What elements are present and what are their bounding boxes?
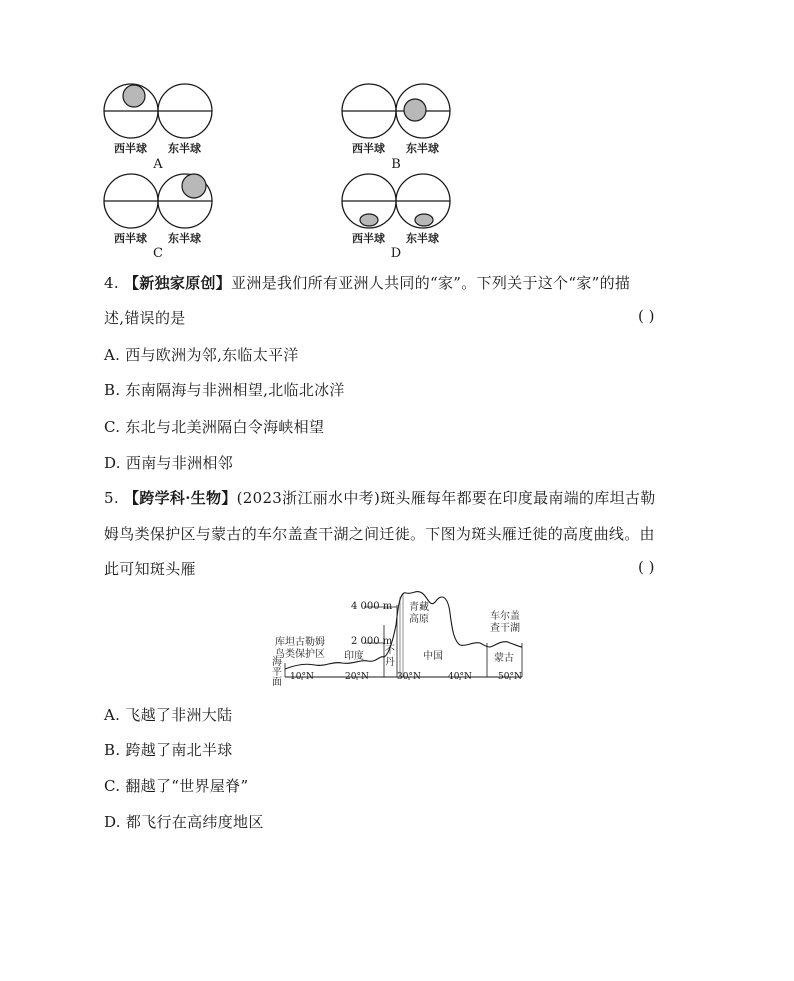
lat-label-10n: 10°N bbox=[290, 672, 314, 682]
question-4-option-a[interactable]: A. 西与欧洲为邻,东临太平洋 bbox=[104, 346, 299, 364]
question-5-option-c[interactable]: C. 翻越了“世界屋脊” bbox=[104, 777, 249, 795]
option-b-west-label: 西半球 bbox=[352, 142, 385, 155]
region-plateau-line1: 青藏 bbox=[409, 602, 429, 613]
region-start-line2: 鸟类保护区 bbox=[275, 649, 325, 660]
region-bhutan-line2: 丹 bbox=[385, 657, 395, 668]
option-b-shaded-area bbox=[404, 99, 426, 121]
question-5-option-b[interactable]: B. 跨越了南北半球 bbox=[104, 741, 233, 759]
question-4-tag: 【新独家原创】 bbox=[124, 274, 232, 292]
question-5-stem-text: (2023浙江丽水中考)斑头雁每年都要在印度最南端的库坦古勒 bbox=[236, 489, 656, 507]
region-bhutan-line1: 不 bbox=[385, 645, 395, 656]
sea-level-label-1: 海 bbox=[272, 657, 282, 668]
option-c-letter: C bbox=[153, 246, 163, 261]
option-c-shaded-area bbox=[182, 174, 206, 198]
region-lake-line1: 车尔盖 bbox=[490, 611, 520, 622]
question-4-option-d[interactable]: D. 西南与非洲相邻 bbox=[104, 454, 234, 472]
question-5-stem-line3: 此可知斑头雁 bbox=[104, 560, 196, 578]
question-4-number: 4. bbox=[104, 274, 119, 292]
question-5-answer-blank[interactable]: ( ) bbox=[638, 558, 655, 576]
question-5-stem-line2: 姆鸟类保护区与蒙古的车尔盖查干湖之间迁徙。下图为斑头雁迁徙的高度曲线。由 bbox=[104, 525, 655, 543]
option-b-letter: B bbox=[391, 157, 401, 172]
sea-level-label-3: 面 bbox=[272, 677, 282, 688]
question-4-answer-blank[interactable]: ( ) bbox=[638, 307, 655, 325]
option-a-letter: A bbox=[153, 157, 163, 172]
question-4-stem-line1 bbox=[104, 272, 630, 293]
lat-label-20n: 20°N bbox=[345, 672, 369, 682]
question-5-stem-line1 bbox=[104, 487, 656, 508]
y-label-2000m: 2 000 m bbox=[351, 636, 393, 647]
migration-profile-figure bbox=[260, 585, 530, 688]
lat-label-50n: 50°N bbox=[498, 672, 522, 682]
option-d-west-label: 西半球 bbox=[352, 232, 385, 245]
question-5-option-a[interactable]: A. 飞越了非洲大陆 bbox=[104, 706, 233, 724]
option-a-shaded-area bbox=[123, 85, 145, 107]
lat-label-40n: 40°N bbox=[448, 672, 472, 682]
question-5-option-d[interactable]: D. 都飞行在高纬度地区 bbox=[104, 813, 264, 831]
option-c-east-label: 东半球 bbox=[168, 232, 201, 245]
option-d-east-label: 东半球 bbox=[406, 232, 439, 245]
hemisphere-diagrams bbox=[0, 0, 794, 270]
option-b-east-label: 东半球 bbox=[406, 142, 439, 155]
question-4-stem-text: 亚洲是我们所有亚洲人共同的“家”。下列关于这个“家”的描 bbox=[231, 274, 631, 292]
region-lake-line2: 查干湖 bbox=[490, 623, 520, 634]
region-mongolia: 蒙古 bbox=[494, 653, 514, 664]
option-c-west-label: 西半球 bbox=[114, 232, 147, 245]
region-start-line1: 库坦古勒姆 bbox=[275, 637, 325, 648]
question-4-stem-line2: 述,错误的是 bbox=[104, 309, 186, 327]
region-china: 中国 bbox=[423, 651, 443, 662]
question-5-tag: 【跨学科·生物】 bbox=[124, 489, 237, 507]
option-d-west-shaded-area bbox=[360, 214, 378, 226]
option-a-east-label: 东半球 bbox=[168, 142, 201, 155]
lat-label-30n: 30°N bbox=[397, 672, 421, 682]
region-plateau-line2: 高原 bbox=[409, 614, 429, 625]
question-5-number: 5. bbox=[104, 489, 119, 507]
option-d-east-shaded-area bbox=[415, 214, 433, 226]
region-india: 印度 bbox=[344, 651, 364, 662]
option-d-letter: D bbox=[390, 246, 402, 261]
profile-drawing bbox=[260, 585, 530, 685]
sea-level-label-2: 平 bbox=[272, 667, 282, 678]
question-4-option-c[interactable]: C. 东北与北美洲隔白令海峡相望 bbox=[104, 418, 325, 436]
y-label-4000m: 4 000 m bbox=[351, 601, 393, 612]
option-a-west-label: 西半球 bbox=[114, 142, 147, 155]
question-4-option-b[interactable]: B. 东南隔海与非洲相望,北临北冰洋 bbox=[104, 381, 345, 399]
